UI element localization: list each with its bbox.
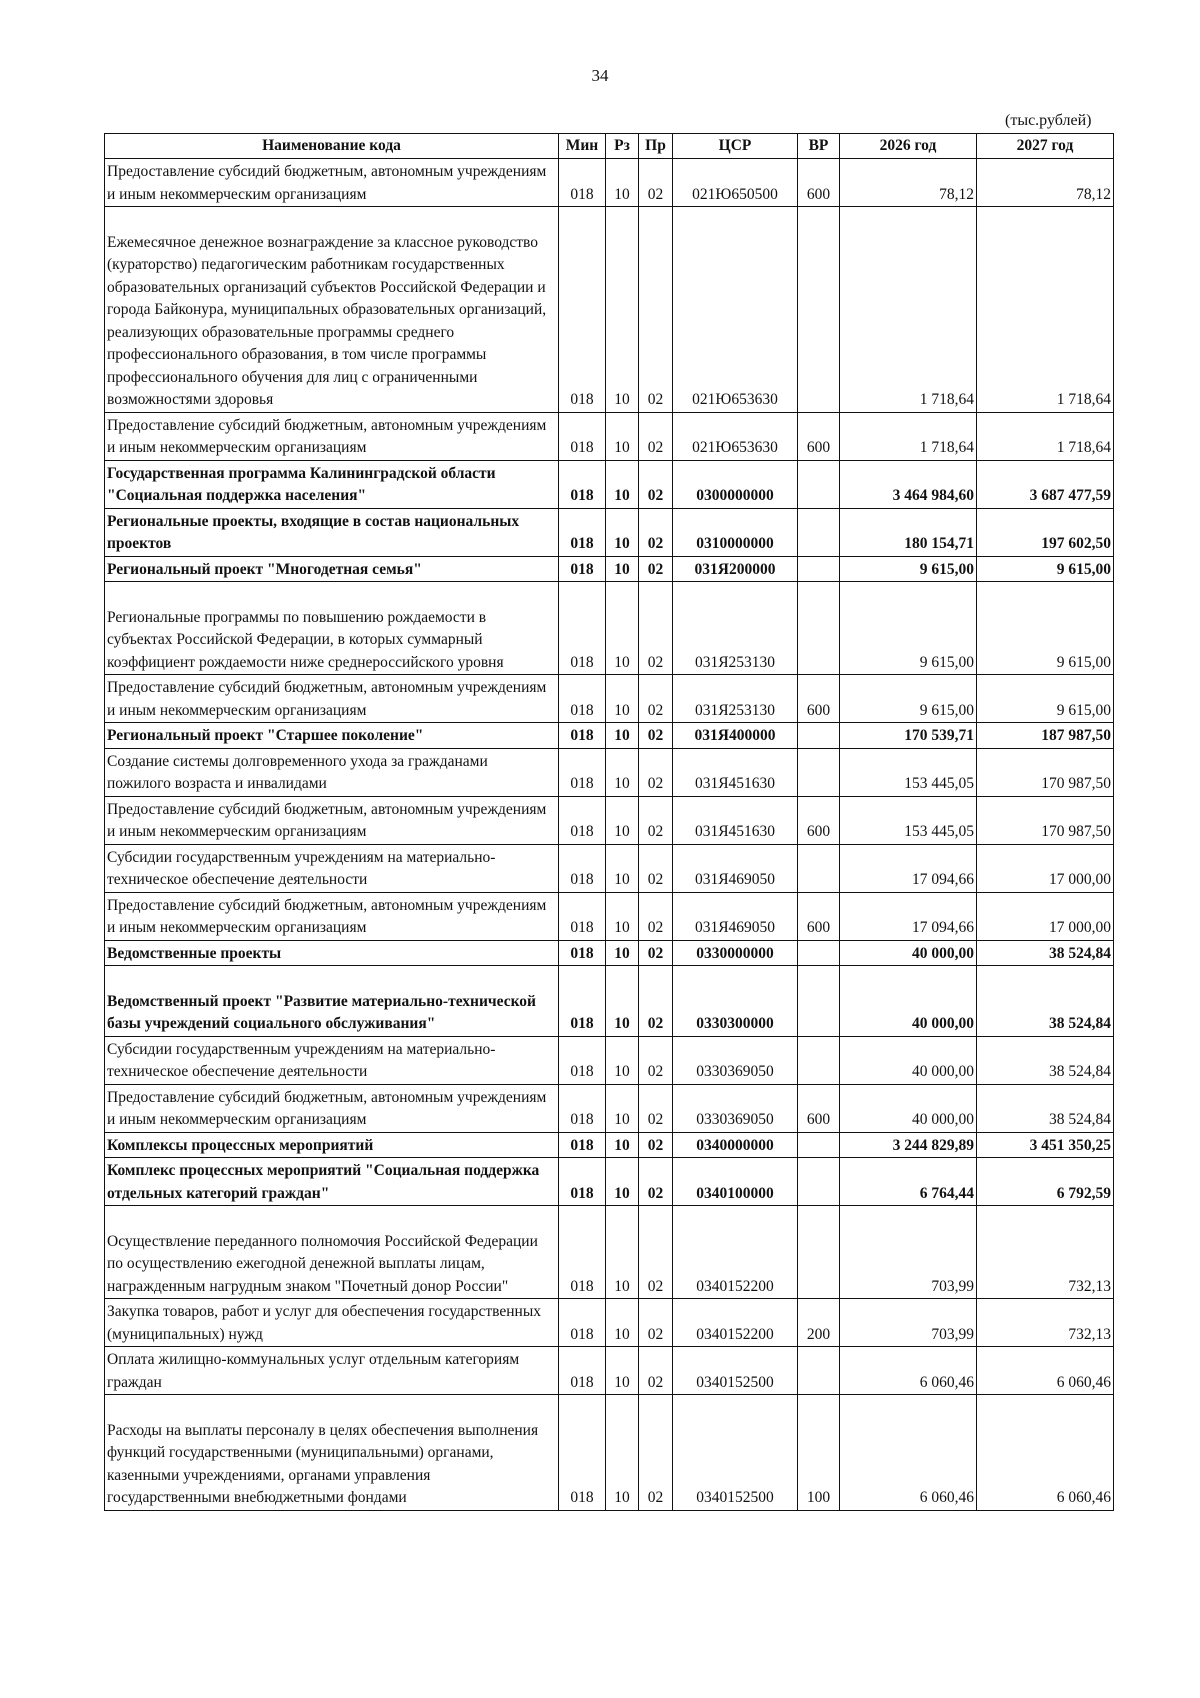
cell-2026: 3 244 829,89 bbox=[840, 1132, 977, 1158]
cell-2026: 1 718,64 bbox=[840, 412, 977, 460]
table-row bbox=[105, 1347, 1114, 1395]
header-vr: ВР bbox=[798, 134, 840, 159]
cell-pr: 02 bbox=[639, 675, 673, 723]
cell-vr bbox=[798, 1206, 840, 1299]
cell-vr: 600 bbox=[798, 1084, 840, 1132]
table-row bbox=[105, 1206, 1114, 1299]
cell-rz: 10 bbox=[606, 892, 639, 940]
cell-rz: 10 bbox=[606, 460, 639, 508]
cell-min: 018 bbox=[559, 844, 606, 892]
cell-name: Предоставление субсидий бюджетным, автономным учреждениям и иным некоммерческим организациям bbox=[105, 412, 559, 460]
cell-vr bbox=[798, 556, 840, 582]
cell-2026: 170 539,71 bbox=[840, 723, 977, 749]
cell-min: 018 bbox=[559, 940, 606, 966]
cell-vr bbox=[798, 748, 840, 796]
table-row bbox=[105, 1084, 1114, 1132]
cell-vr bbox=[798, 966, 840, 1037]
cell-name: Комплексы процессных мероприятий bbox=[105, 1132, 559, 1158]
cell-csr: 031Я400000 bbox=[673, 723, 798, 749]
cell-csr: 031Я253130 bbox=[673, 675, 798, 723]
cell-2027: 6 060,46 bbox=[977, 1395, 1114, 1511]
cell-2027: 1 718,64 bbox=[977, 207, 1114, 413]
cell-name: Расходы на выплаты персоналу в целях обеспечения выполнения функций государственными (муниципальными) органами, казенными учреждениями, органами управления государственными внебюджетными фондами bbox=[105, 1395, 559, 1511]
units-label: (тыс.рублей) bbox=[1005, 112, 1092, 129]
cell-rz: 10 bbox=[606, 207, 639, 413]
cell-min: 018 bbox=[559, 675, 606, 723]
cell-2026: 1 718,64 bbox=[840, 207, 977, 413]
page-number: 34 bbox=[591, 66, 609, 85]
cell-2027: 17 000,00 bbox=[977, 844, 1114, 892]
cell-csr: 031Я451630 bbox=[673, 796, 798, 844]
cell-csr: 0330369050 bbox=[673, 1084, 798, 1132]
cell-min: 018 bbox=[559, 582, 606, 675]
table-row bbox=[105, 582, 1114, 675]
cell-2026: 180 154,71 bbox=[840, 508, 977, 556]
cell-min: 018 bbox=[559, 556, 606, 582]
table-row bbox=[105, 1299, 1114, 1347]
cell-2026: 40 000,00 bbox=[840, 1084, 977, 1132]
cell-name: Региональный проект "Многодетная семья" bbox=[105, 556, 559, 582]
cell-rz: 10 bbox=[606, 1299, 639, 1347]
cell-rz: 10 bbox=[606, 675, 639, 723]
table-row bbox=[105, 412, 1114, 460]
table-row bbox=[105, 207, 1114, 413]
cell-csr: 0340152500 bbox=[673, 1395, 798, 1511]
cell-pr: 02 bbox=[639, 1036, 673, 1084]
cell-name: Предоставление субсидий бюджетным, автономным учреждениям и иным некоммерческим организациям bbox=[105, 892, 559, 940]
cell-2027: 38 524,84 bbox=[977, 1036, 1114, 1084]
cell-rz: 10 bbox=[606, 844, 639, 892]
cell-min: 018 bbox=[559, 207, 606, 413]
cell-2027: 38 524,84 bbox=[977, 940, 1114, 966]
header-rz: Рз bbox=[606, 134, 639, 159]
cell-vr bbox=[798, 1158, 840, 1206]
cell-2027: 170 987,50 bbox=[977, 748, 1114, 796]
cell-pr: 02 bbox=[639, 892, 673, 940]
cell-2027: 170 987,50 bbox=[977, 796, 1114, 844]
table-row bbox=[105, 1395, 1114, 1511]
cell-name: Осуществление переданного полномочия Российской Федерации по осуществлению ежегодной денежной выплаты лицам, награжденным нагрудным знаком "Почетный донор России" bbox=[105, 1206, 559, 1299]
cell-name: Комплекс процессных мероприятий "Социальная поддержка отдельных категорий граждан" bbox=[105, 1158, 559, 1206]
cell-min: 018 bbox=[559, 1299, 606, 1347]
cell-rz: 10 bbox=[606, 1206, 639, 1299]
cell-pr: 02 bbox=[639, 940, 673, 966]
cell-2027: 3 451 350,25 bbox=[977, 1132, 1114, 1158]
cell-name: Предоставление субсидий бюджетным, автономным учреждениям и иным некоммерческим организациям bbox=[105, 159, 559, 207]
cell-rz: 10 bbox=[606, 582, 639, 675]
cell-2027: 732,13 bbox=[977, 1206, 1114, 1299]
cell-2026: 6 060,46 bbox=[840, 1395, 977, 1511]
cell-2026: 40 000,00 bbox=[840, 966, 977, 1037]
cell-min: 018 bbox=[559, 966, 606, 1037]
cell-rz: 10 bbox=[606, 1036, 639, 1084]
cell-pr: 02 bbox=[639, 844, 673, 892]
cell-pr: 02 bbox=[639, 1206, 673, 1299]
cell-csr: 0310000000 bbox=[673, 508, 798, 556]
cell-2026: 703,99 bbox=[840, 1206, 977, 1299]
cell-vr: 600 bbox=[798, 796, 840, 844]
cell-rz: 10 bbox=[606, 1347, 639, 1395]
cell-pr: 02 bbox=[639, 582, 673, 675]
table-row bbox=[105, 966, 1114, 1037]
cell-2027: 187 987,50 bbox=[977, 723, 1114, 749]
cell-pr: 02 bbox=[639, 556, 673, 582]
cell-2026: 40 000,00 bbox=[840, 940, 977, 966]
table-row bbox=[105, 1158, 1114, 1206]
cell-vr bbox=[798, 207, 840, 413]
cell-2027: 78,12 bbox=[977, 159, 1114, 207]
cell-vr bbox=[798, 723, 840, 749]
cell-csr: 0340000000 bbox=[673, 1132, 798, 1158]
cell-rz: 10 bbox=[606, 966, 639, 1037]
cell-min: 018 bbox=[559, 1206, 606, 1299]
table-body bbox=[105, 159, 1114, 1511]
cell-2027: 197 602,50 bbox=[977, 508, 1114, 556]
cell-min: 018 bbox=[559, 460, 606, 508]
cell-min: 018 bbox=[559, 1036, 606, 1084]
cell-csr: 021Ю650500 bbox=[673, 159, 798, 207]
cell-name: Субсидии государственным учреждениям на материально-техническое обеспечение деятельности bbox=[105, 1036, 559, 1084]
cell-pr: 02 bbox=[639, 460, 673, 508]
cell-2027: 1 718,64 bbox=[977, 412, 1114, 460]
cell-min: 018 bbox=[559, 412, 606, 460]
cell-2026: 153 445,05 bbox=[840, 748, 977, 796]
table-row bbox=[105, 940, 1114, 966]
cell-name: Субсидии государственным учреждениям на материально-техническое обеспечение деятельности bbox=[105, 844, 559, 892]
cell-min: 018 bbox=[559, 1158, 606, 1206]
cell-2026: 40 000,00 bbox=[840, 1036, 977, 1084]
cell-name: Оплата жилищно-коммунальных услуг отдельным категориям граждан bbox=[105, 1347, 559, 1395]
cell-2026: 153 445,05 bbox=[840, 796, 977, 844]
cell-rz: 10 bbox=[606, 796, 639, 844]
cell-min: 018 bbox=[559, 1084, 606, 1132]
cell-2026: 6 764,44 bbox=[840, 1158, 977, 1206]
cell-name: Создание системы долговременного ухода за гражданами пожилого возраста и инвалидами bbox=[105, 748, 559, 796]
cell-2026: 9 615,00 bbox=[840, 582, 977, 675]
table-row bbox=[105, 748, 1114, 796]
table-row bbox=[105, 460, 1114, 508]
cell-rz: 10 bbox=[606, 556, 639, 582]
cell-csr: 0330369050 bbox=[673, 1036, 798, 1084]
cell-pr: 02 bbox=[639, 207, 673, 413]
cell-rz: 10 bbox=[606, 412, 639, 460]
cell-pr: 02 bbox=[639, 159, 673, 207]
cell-pr: 02 bbox=[639, 796, 673, 844]
header-2027: 2027 год bbox=[977, 134, 1114, 159]
cell-2026: 6 060,46 bbox=[840, 1347, 977, 1395]
cell-vr bbox=[798, 582, 840, 675]
cell-csr: 0340152200 bbox=[673, 1299, 798, 1347]
cell-name: Региональные программы по повышению рождаемости в субъектах Российской Федерации, в которых суммарный коэффициент рождаемости ниже среднероссийского уровня bbox=[105, 582, 559, 675]
cell-vr bbox=[798, 1347, 840, 1395]
header-2026: 2026 год bbox=[840, 134, 977, 159]
cell-csr: 0330000000 bbox=[673, 940, 798, 966]
header-name: Наименование кода bbox=[105, 134, 559, 159]
cell-pr: 02 bbox=[639, 723, 673, 749]
cell-min: 018 bbox=[559, 1132, 606, 1158]
table-row bbox=[105, 796, 1114, 844]
table-header-row bbox=[105, 134, 1114, 159]
table-row bbox=[105, 556, 1114, 582]
cell-min: 018 bbox=[559, 748, 606, 796]
cell-vr bbox=[798, 940, 840, 966]
cell-pr: 02 bbox=[639, 748, 673, 796]
cell-csr: 031Я469050 bbox=[673, 892, 798, 940]
cell-vr bbox=[798, 1132, 840, 1158]
cell-vr: 600 bbox=[798, 675, 840, 723]
table-row bbox=[105, 1132, 1114, 1158]
cell-2026: 3 464 984,60 bbox=[840, 460, 977, 508]
cell-name: Предоставление субсидий бюджетным, автономным учреждениям и иным некоммерческим организациям bbox=[105, 796, 559, 844]
cell-rz: 10 bbox=[606, 940, 639, 966]
cell-rz: 10 bbox=[606, 1132, 639, 1158]
cell-csr: 021Ю653630 bbox=[673, 207, 798, 413]
cell-2027: 9 615,00 bbox=[977, 675, 1114, 723]
cell-rz: 10 bbox=[606, 1395, 639, 1511]
cell-csr: 0330300000 bbox=[673, 966, 798, 1037]
cell-rz: 10 bbox=[606, 748, 639, 796]
cell-rz: 10 bbox=[606, 1084, 639, 1132]
header-csr: ЦСР bbox=[673, 134, 798, 159]
cell-csr: 031Я253130 bbox=[673, 582, 798, 675]
cell-pr: 02 bbox=[639, 1395, 673, 1511]
cell-name: Государственная программа Калининградской области "Социальная поддержка населения" bbox=[105, 460, 559, 508]
cell-min: 018 bbox=[559, 1395, 606, 1511]
table-row bbox=[105, 508, 1114, 556]
cell-vr: 600 bbox=[798, 159, 840, 207]
cell-name: Ведомственный проект "Развитие материально-технической базы учреждений социального обслуживания" bbox=[105, 966, 559, 1037]
cell-2027: 38 524,84 bbox=[977, 1084, 1114, 1132]
cell-name: Региональные проекты, входящие в состав национальных проектов bbox=[105, 508, 559, 556]
cell-csr: 0300000000 bbox=[673, 460, 798, 508]
cell-name: Ведомственные проекты bbox=[105, 940, 559, 966]
table-row bbox=[105, 675, 1114, 723]
cell-min: 018 bbox=[559, 796, 606, 844]
cell-2027: 732,13 bbox=[977, 1299, 1114, 1347]
cell-pr: 02 bbox=[639, 1347, 673, 1395]
cell-2026: 703,99 bbox=[840, 1299, 977, 1347]
table-row bbox=[105, 1036, 1114, 1084]
cell-vr bbox=[798, 844, 840, 892]
cell-name: Закупка товаров, работ и услуг для обеспечения государственных (муниципальных) нужд bbox=[105, 1299, 559, 1347]
cell-csr: 031Я451630 bbox=[673, 748, 798, 796]
cell-pr: 02 bbox=[639, 508, 673, 556]
table-row bbox=[105, 892, 1114, 940]
cell-rz: 10 bbox=[606, 508, 639, 556]
cell-min: 018 bbox=[559, 723, 606, 749]
cell-csr: 021Ю653630 bbox=[673, 412, 798, 460]
cell-name: Предоставление субсидий бюджетным, автономным учреждениям и иным некоммерческим организациям bbox=[105, 1084, 559, 1132]
cell-name: Региональный проект "Старшее поколение" bbox=[105, 723, 559, 749]
cell-2027: 9 615,00 bbox=[977, 582, 1114, 675]
cell-2026: 9 615,00 bbox=[840, 675, 977, 723]
cell-name: Предоставление субсидий бюджетным, автономным учреждениям и иным некоммерческим организациям bbox=[105, 675, 559, 723]
cell-pr: 02 bbox=[639, 966, 673, 1037]
cell-csr: 0340100000 bbox=[673, 1158, 798, 1206]
cell-2026: 17 094,66 bbox=[840, 844, 977, 892]
cell-csr: 031Я200000 bbox=[673, 556, 798, 582]
cell-vr: 600 bbox=[798, 892, 840, 940]
cell-2027: 9 615,00 bbox=[977, 556, 1114, 582]
cell-2027: 3 687 477,59 bbox=[977, 460, 1114, 508]
table-row bbox=[105, 723, 1114, 749]
budget-table bbox=[104, 133, 1114, 1511]
cell-pr: 02 bbox=[639, 412, 673, 460]
header-pr: Пр bbox=[639, 134, 673, 159]
cell-2027: 38 524,84 bbox=[977, 966, 1114, 1037]
cell-rz: 10 bbox=[606, 1158, 639, 1206]
cell-name: Ежемесячное денежное вознаграждение за классное руководство (кураторство) педагогическим работникам государственных образовательных организаций субъектов Российской Федерации и города Байконура, муниципальных образовательных организаций, реализующих образовательные программы среднего профессионального образования, в том числе программы профессионального обучения для лиц с ограниченными возможностями здоровья bbox=[105, 207, 559, 413]
cell-2027: 17 000,00 bbox=[977, 892, 1114, 940]
cell-vr bbox=[798, 1036, 840, 1084]
cell-vr: 600 bbox=[798, 412, 840, 460]
cell-csr: 031Я469050 bbox=[673, 844, 798, 892]
cell-csr: 0340152500 bbox=[673, 1347, 798, 1395]
cell-pr: 02 bbox=[639, 1132, 673, 1158]
cell-2026: 78,12 bbox=[840, 159, 977, 207]
cell-pr: 02 bbox=[639, 1158, 673, 1206]
cell-min: 018 bbox=[559, 159, 606, 207]
cell-min: 018 bbox=[559, 892, 606, 940]
cell-pr: 02 bbox=[639, 1299, 673, 1347]
cell-2027: 6 792,59 bbox=[977, 1158, 1114, 1206]
table-row bbox=[105, 159, 1114, 207]
cell-2027: 6 060,46 bbox=[977, 1347, 1114, 1395]
header-min: Мин bbox=[559, 134, 606, 159]
cell-2026: 17 094,66 bbox=[840, 892, 977, 940]
cell-pr: 02 bbox=[639, 1084, 673, 1132]
cell-rz: 10 bbox=[606, 159, 639, 207]
cell-min: 018 bbox=[559, 1347, 606, 1395]
cell-csr: 0340152200 bbox=[673, 1206, 798, 1299]
cell-vr: 200 bbox=[798, 1299, 840, 1347]
table-row bbox=[105, 844, 1114, 892]
cell-vr: 100 bbox=[798, 1395, 840, 1511]
cell-2026: 9 615,00 bbox=[840, 556, 977, 582]
cell-vr bbox=[798, 508, 840, 556]
cell-rz: 10 bbox=[606, 723, 639, 749]
cell-vr bbox=[798, 460, 840, 508]
cell-min: 018 bbox=[559, 508, 606, 556]
